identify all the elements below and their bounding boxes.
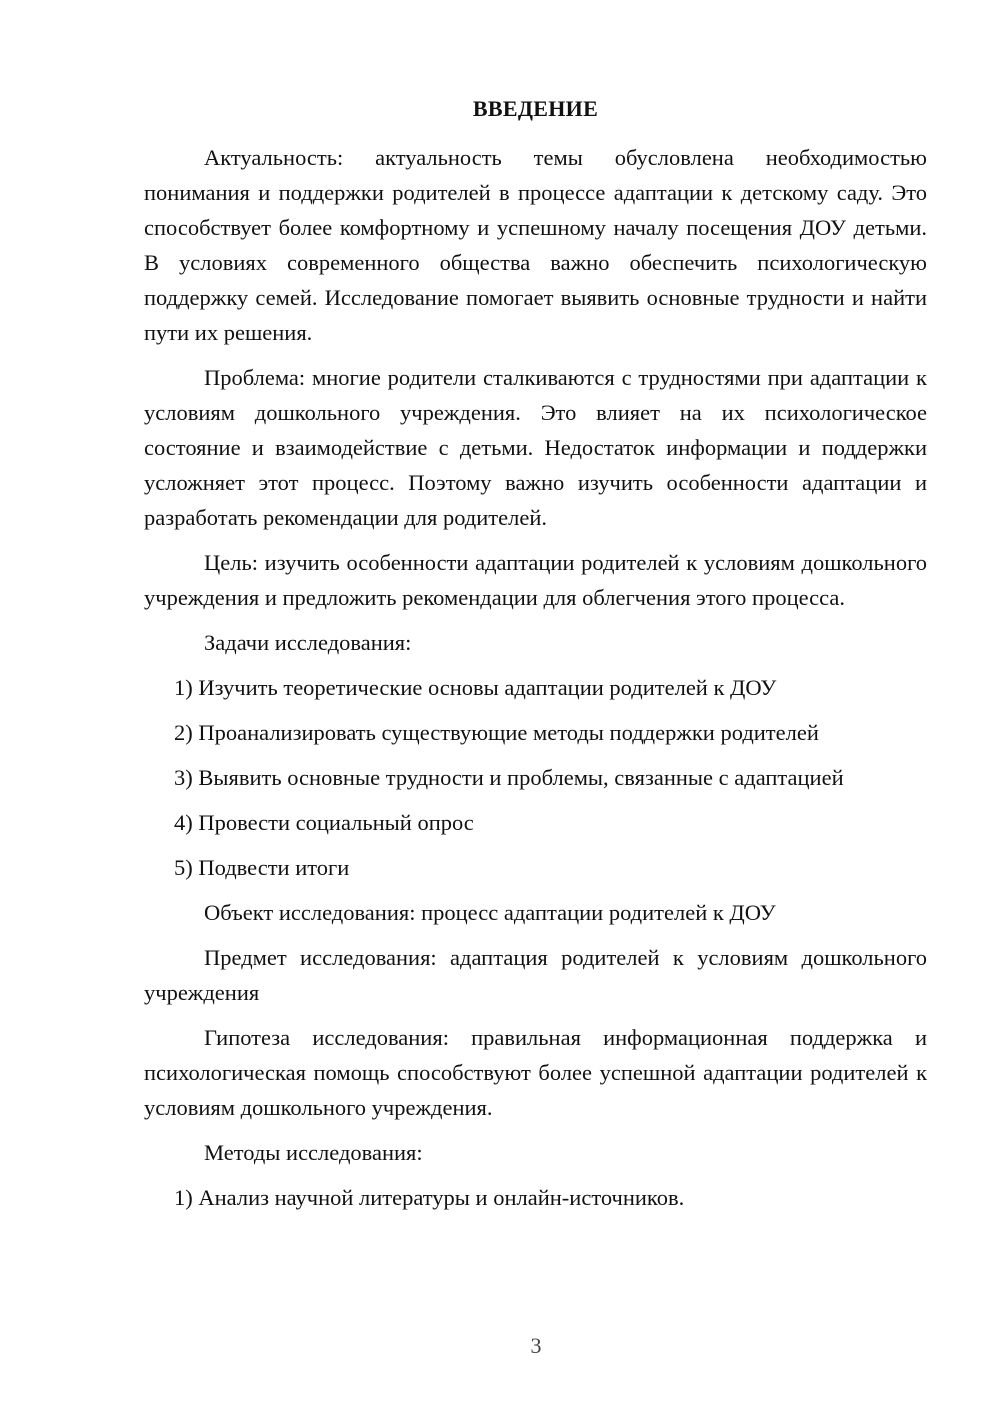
- subject-paragraph: Предмет исследования: адаптация родителей к условиям дошкольного учреждения: [144, 945, 927, 1005]
- page-title: ВВЕДЕНИЕ: [472, 96, 599, 121]
- relevance-paragraph: Актуальность: актуальность темы обусловлена необходимостью понимания и поддержки родителей в процессе адаптации к детскому саду. Это способствует более комфортному и успешному началу посещения ДОУ детьми. В условиях современного общества важно обеспечить психологическую поддержку семей. Исследование помогает выявить основные трудности и найти пути их решения.: [144, 145, 927, 345]
- task-item-4: 4) Провести социальный опрос: [174, 810, 474, 835]
- object-line: Объект исследования: процесс адаптации родителей к ДОУ: [204, 900, 776, 925]
- problem-paragraph: Проблема: многие родители сталкиваются с трудностями при адаптации к условиям дошкольного учреждения. Это влияет на их психологическое состояние и взаимодействие с детьми. Недостаток информации и поддержки усложняет этот процесс. Поэтому важно изучить особенности адаптации и разработать рекомендации для родителей.: [144, 365, 927, 530]
- task-item-1: 1) Изучить теоретические основы адаптации родителей к ДОУ: [174, 675, 777, 700]
- methods-heading: Методы исследования:: [204, 1140, 423, 1165]
- document-body: [144, 140, 927, 1225]
- method-item-1: 1) Анализ научной литературы и онлайн-источников.: [174, 1185, 685, 1210]
- task-item-2: 2) Проанализировать существующие методы поддержки родителей: [174, 720, 819, 745]
- tasks-heading: Задачи исследования:: [204, 630, 412, 655]
- hypothesis-paragraph: Гипотеза исследования: правильная информационная поддержка и психологическая помощь способствуют более успешной адаптации родителей к условиям дошкольного учреждения.: [144, 1025, 927, 1120]
- task-item-5: 5) Подвести итоги: [174, 855, 350, 880]
- goal-paragraph: Цель: изучить особенности адаптации родителей к условиям дошкольного учреждения и предложить рекомендации для облегчения этого процесса.: [144, 550, 927, 610]
- task-item-3: 3) Выявить основные трудности и проблемы, связанные с адаптацией: [174, 765, 844, 790]
- page-number: 3: [530, 1333, 542, 1358]
